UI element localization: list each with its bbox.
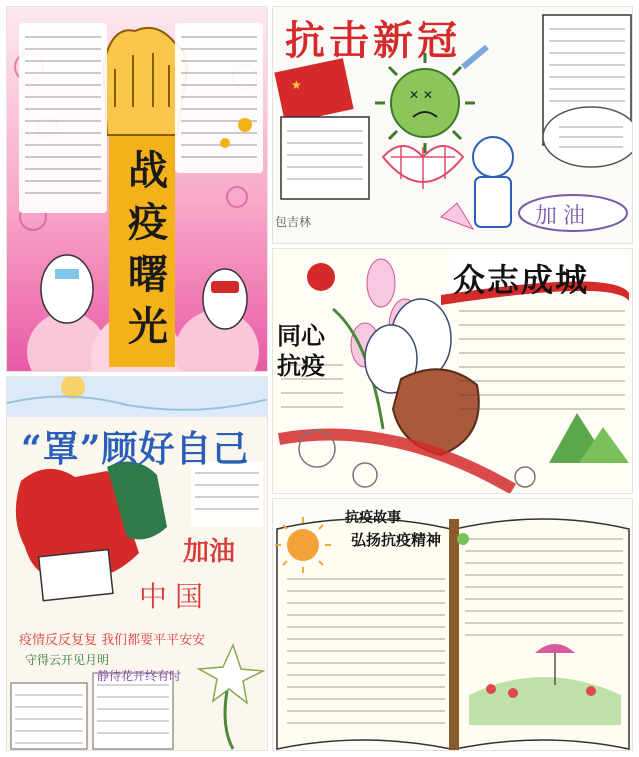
poster-title-left: 同心抗疫 [277, 321, 325, 380]
cheer-text: 加油 [183, 537, 236, 567]
poster-story-book-art [273, 499, 633, 751]
slogan-line-1: 疫情反反复复 我们都要平平安安 [19, 633, 206, 648]
poster-title-top: 众志成城 [453, 261, 590, 299]
poster-united-city [272, 248, 633, 494]
poster-fight-covid [272, 6, 633, 244]
slogan-line-2: 守得云开见月明 [25, 653, 110, 667]
author-signature: 包吉林 [275, 215, 312, 229]
poster-title: “罩”顾好自己 [21, 428, 250, 470]
poster-protect-yourself [6, 376, 268, 751]
poster-story-book [272, 498, 633, 751]
poster-title-b: 弘扬抗疫精神 [351, 531, 442, 549]
country-text: 中国 [139, 580, 212, 613]
cheer-bubble: 加油 [535, 204, 592, 229]
poster-title: 抗击新冠 [285, 17, 461, 64]
poster-battle-dawn [6, 6, 268, 372]
poster-title-vertical: 战疫曙光 [128, 147, 168, 350]
svg-text:✕ ✕: ✕ ✕ [409, 88, 433, 102]
svg-text:★: ★ [291, 78, 302, 92]
slogan-line-3: 静待花开终有时 [97, 669, 182, 683]
poster-title-a: 抗疫故事 [345, 510, 401, 526]
